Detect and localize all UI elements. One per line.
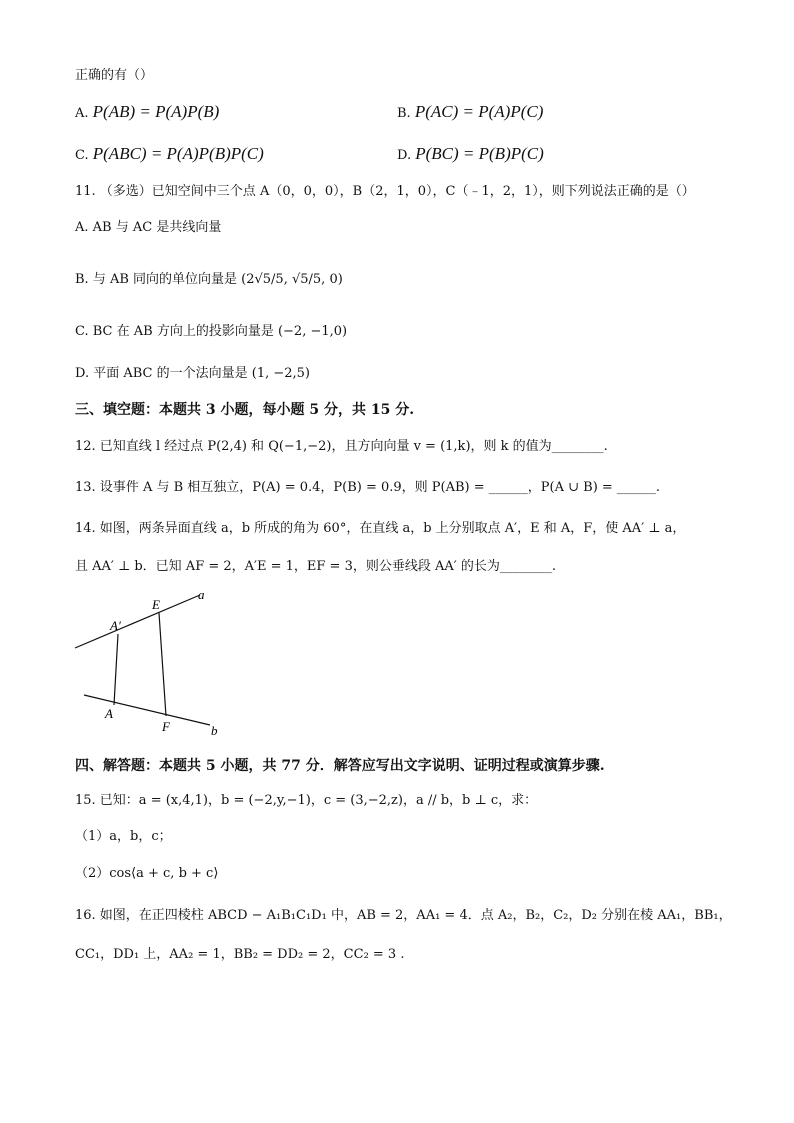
line-a <box>75 595 200 648</box>
label-a-prime: A′ <box>110 618 121 633</box>
q10-option-c <box>75 144 264 166</box>
question-10-intro: 正确的有（） <box>75 68 154 83</box>
q10-option-b-label: B. <box>397 106 411 121</box>
q11-stem: 11. （多选）已知空间中三个点 A（0，0，0），B（2，1，0），C（﹣1，2，1），则下列说法正确的是（） <box>75 184 695 199</box>
q10-option-c-expr: P(ABC) = P(A)P(B)P(C) <box>92 144 264 163</box>
q10-option-a-label: A. <box>75 106 89 121</box>
q11-option-c: C. BC 在 AB 方向上的投影向量是 (−2, −1,0) <box>75 324 348 339</box>
q11-option-d: D. 平面 ABC 的一个法向量是 (1, −2,5) <box>75 366 310 381</box>
label-e: E <box>152 597 160 612</box>
q11-option-b: B. 与 AB 同向的单位向量是 (2√5/5, √5/5, 0) <box>75 272 343 287</box>
label-b: b <box>211 723 218 738</box>
section-4-heading: 四、解答题：本题共 5 小题，共 77 分．解答应写出文字说明、证明过程或演算步骤. <box>75 758 605 774</box>
line-b <box>84 695 210 725</box>
section-3-heading: 三、填空题：本题共 3 小题，每小题 5 分，共 15 分. <box>75 402 415 418</box>
q15-part-2: （2）cos⟨a + c, b + c⟩ <box>75 866 219 881</box>
q14-line-2: 且 AA′ ⊥ b．已知 AF = 2，A′E = 1，EF = 3，则公垂线段 AA′ 的长为________. <box>75 559 556 574</box>
q11-option-a: A. AB 与 AC 是共线向量 <box>75 220 222 235</box>
q10-option-a-expr: P(AB) = P(A)P(B) <box>92 102 220 121</box>
q10-option-d-expr: P(BC) = P(B)P(C) <box>415 144 544 163</box>
q16-line-2: CC₁，DD₁ 上，AA₂ = 1，BB₂ = DD₂ = 2，CC₂ = 3 . <box>75 947 405 962</box>
q10-option-a <box>75 102 219 124</box>
label-point-a: A <box>105 706 113 721</box>
q10-option-d <box>397 144 544 166</box>
q10-option-c-label: C. <box>75 148 89 163</box>
label-f: F <box>162 719 170 734</box>
q15-part-1: （1）a，b，c； <box>75 829 172 844</box>
q14-line-1: 14. 如图，两条异面直线 a，b 所成的角为 60°，在直线 a，b 上分别取点 A′，E 和 A，F，使 AA′ ⊥ a， <box>75 521 686 536</box>
q13-text: 13. 设事件 A 与 B 相互独立，P(A) = 0.4，P(B) = 0.9，则 P(AB) = ______，P(A ∪ B) = ______. <box>75 480 661 495</box>
q10-option-b-expr: P(AC) = P(A)P(C) <box>414 102 544 121</box>
skew-lines-figure <box>70 585 230 745</box>
q12-text: 12. 已知直线 l 经过点 P(2,4) 和 Q(−1,−2)，且方向向量 v = (1,k)，则 k 的值为________. <box>75 439 608 454</box>
q10-option-d-label: D. <box>397 148 412 163</box>
q15-stem: 15. 已知：a = (x,4,1)，b = (−2,y,−1)，c = (3,−2,z)，a // b，b ⊥ c，求： <box>75 793 538 808</box>
segment-aa-prime <box>114 634 118 705</box>
q10-option-b <box>397 102 543 124</box>
label-a: a <box>198 587 205 602</box>
q16-line-1: 16. 如图，在正四棱柱 ABCD − A₁B₁C₁D₁ 中，AB = 2，AA₁ = 4．点 A₂，B₂，C₂，D₂ 分别在棱 AA₁，BB₁， <box>75 908 732 923</box>
segment-ef <box>159 613 166 716</box>
